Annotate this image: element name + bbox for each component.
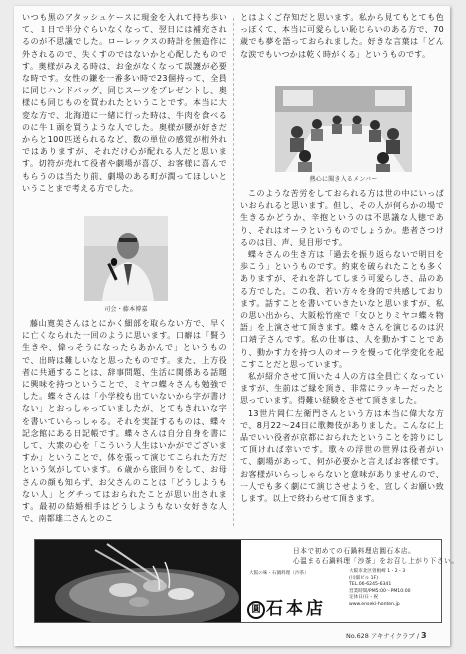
ad-address-line-1: 大阪市北区曽根崎 1・2・3: [349, 569, 406, 574]
audience-illustration: [275, 86, 412, 172]
footer-separator: /: [416, 632, 419, 640]
page-footer: [346, 631, 427, 640]
photo-caption-right: 熱心に聞き入るメンバー: [309, 176, 378, 183]
hotpot-illustration: [35, 540, 241, 622]
magazine-name: アキナイクラブ: [370, 632, 415, 640]
ad-tagline-line-1: 日本で初めての石鍋料理店圓石本店。: [293, 547, 416, 555]
right-paragraph-5: 13世片岡仁左衛門さんという方は本当に偉大な方で、8月22〜24日に歌舞伎がありました。こんなに上品でいい役者が京都におられたということを誇りにして頂ければ幸いです。歌々の浮世の世界は役者がいて、劇場があって、何が必要かと言えばお客様です。お客様がいらっしゃらないと意味がありませんので、一人でも多く劇にて演じさせようを、宣しくお願い致します。以上で終わらせて頂きます。: [240, 408, 444, 504]
ad-tagline-line-2: 心温まる石鍋料理「沙茶」をお召し上がり下さい。: [293, 557, 459, 565]
logo-text: 石本店: [266, 599, 326, 619]
ad-telephone: TEL.06-6245-6341: [349, 582, 392, 588]
page-number: 3: [421, 631, 427, 640]
ad-address-line-2: (川畑ビル 1F): [349, 575, 378, 581]
photo-caption-left: 司会・藤本博嘉: [104, 306, 148, 313]
issue-number: No.628: [346, 632, 369, 640]
restaurant-advertisement: [34, 539, 459, 623]
document-page: [14, 6, 459, 646]
ad-hours: 営業時間/PM5:00〜PM10:00: [349, 588, 411, 594]
right-column: [240, 12, 444, 61]
speaker-illustration: [84, 216, 168, 301]
right-paragraph-3: 蝶々さんの生き方は「過去を振り返らないで明日を歩こう」というものです。約束を破られたことも多くありますが、それを許してしまう可愛らしさ、品のある方でした。この我、若い方々を身的で共感しております。話すことを書いていきたいなと思いますが、私の思い出から、大阪松竹座で「女ひとりミヤコ蝶々物語」を上演させて頂きます。蝶々さんを演じるのは沢口靖子さんです。私の仕事は、人を動かすことであり、動かす力を持つ人のオーラを慢って化学変化を起こすことだと思っています。: [240, 250, 444, 369]
photo-audience: [275, 86, 412, 172]
photo-speaker: [84, 216, 168, 301]
ad-contact-info: [349, 569, 411, 609]
column-divider: [233, 18, 234, 526]
left-column: [22, 12, 227, 195]
left-paragraph-1: いつも黒のアタッシュケースに現金を入れて持ち歩いて、１日で半分ぐらいなくなって、翌日には補充されるのが不思議でした。ローレックスの時計を無造作に外されるので、失くすのではないかと心配したものです。奥様がみえる時は、お金がなくなって誤護が必要な時です。女性の鎌を一番多い時で23個持って、全員に同じハンドバッグ、同じスーツをプレゼントし、奥様にも同じものを買われたということです。本当に大変な方で、北海道に一緒に行った時は、牛肉を食べるのに牛１頭を買うような人でした。奥様が腰が好きだからと100匹送られるなど、数の単位の感覚が桁外れではありますが、それだけ心が配れる人だと思います。切符が売れて役者や劇場が喜び、お客様に喜んでもらうのは当たり前、劇場のある町が潤ってほしいということまで考える方でした。: [22, 13, 227, 193]
ad-tagline: [293, 546, 458, 566]
right-paragraph-2: このような苦労をしておられる方は世の中にいっぱいおられると思います。但し、その人が何らかの場で生きるかどうか、辛抱というのは不思議な人徳であり、それはオーラというものでしょうか。患者さつけるのは目、声、見目形です。: [240, 189, 444, 247]
restaurant-logo: [247, 594, 326, 619]
ad-small-note: 大阪の味・石鍋料理（沙茶）: [249, 571, 309, 576]
ad-closed-days: 定休日/日・祝: [349, 595, 379, 601]
logo-mark: 圓: [247, 601, 265, 619]
left-column-lower: [22, 318, 227, 525]
ad-photo-hotpot: [35, 540, 241, 622]
left-paragraph-2: 藤山寛美さんはとにかく細部を取らない方で、早くに亡くなられた一回のように思います。口癖は「賢う生きや、偉っそうになったらあかんで」というもので、出時は難しいなと思ったものです。また、上方役者に共通することは、辞事問題、生活に関係ある話題に興味を持つということで、ミヤコ蝶々さんも勉強でした。蝶々さんは「小学校も出ていないから字が書けない」とおっしゃっていましたが、とてもきれいな字を書いていらっしゃる。それを実証するものは、蝶々記念館にある日記帳です。蝶々さんは自分自身を書にして、大衆の心を「こういう人生はいかがでございますか」ということで、体を張って演じてこられた方だという気がしています。６歳から旅回りをして、お母さんの顔も知らず、お父さんのことは「どうしようもない人」とグチってはおられたことが思い出されます。最初の結婚相手はどうしようもない女好きな人で、南都雄二さんとのこ: [22, 319, 227, 524]
right-column-lower: [240, 188, 444, 505]
ad-website-link[interactable]: www.enseki-honten.jp: [349, 601, 400, 607]
right-paragraph-4: 私が紹介させて頂いた４人の方は全員亡くなっていますが、生前はご縁を頂き、非常にラッキーだったと思っています。得難い経験をさせて頂きました。: [240, 372, 444, 406]
right-paragraph-1: とはよくご存知だと思います。私から見てもとても色っぽくて、本当に可愛らしい恥じらいのある方で、70歳でも夢を語っておられました。好きな言葉は「どんな涙でもいつかは乾く時がくる」というものです。: [240, 13, 444, 59]
